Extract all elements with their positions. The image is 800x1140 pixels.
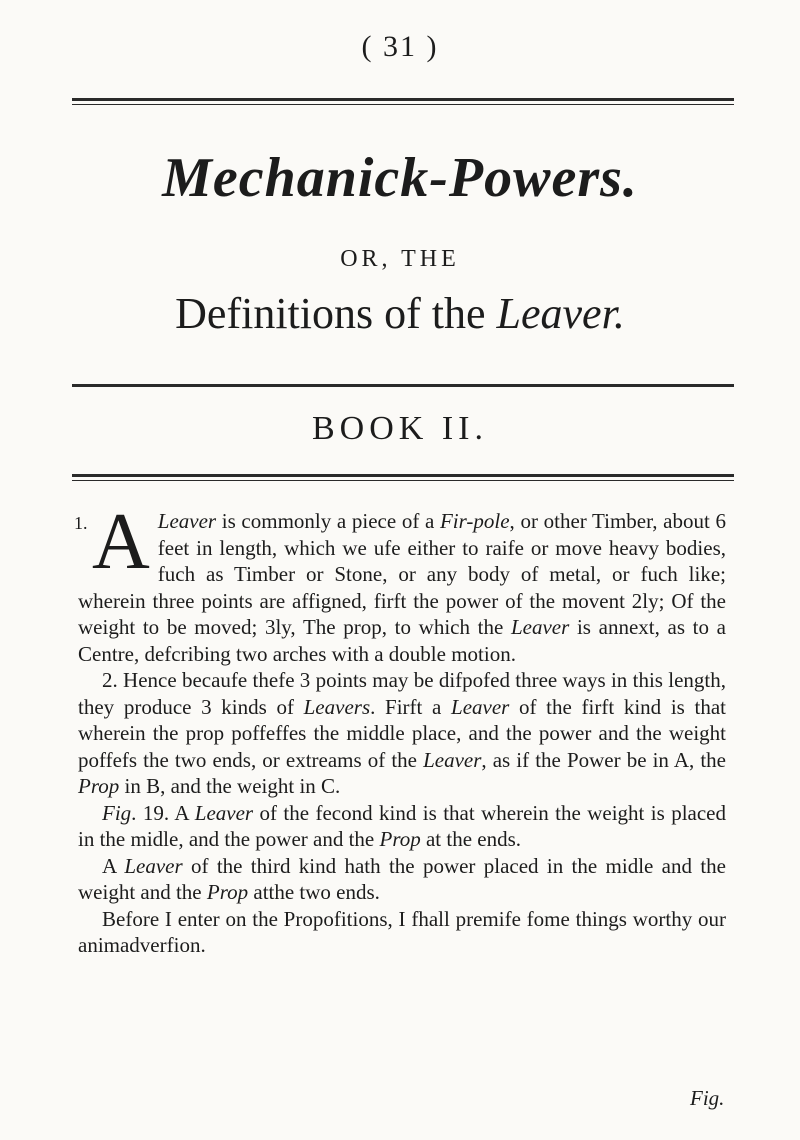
top-rule: [72, 98, 734, 101]
text-run: . Firft a: [370, 694, 452, 719]
lower-rule: [72, 474, 734, 477]
text-run: Leavers: [303, 694, 371, 719]
book-heading: BOOK II.: [312, 410, 488, 447]
paragraph-2: [78, 667, 726, 800]
lower-rule-thin: [72, 480, 734, 481]
subtitle-prefix: Definitions of the: [175, 289, 486, 338]
drop-cap: A: [92, 498, 150, 586]
paragraph-number: 1.: [74, 513, 88, 533]
text-run: , or other Timber, about 6 feet in length, which we ufe either to raife or move heavy bodies, fuch as Timber or Stone, or any body of metal, or fuch like; wherein three points are affigned, firft the power of the movent 2ly; Of the weight to be moved; 3ly, The prop, to which the: [78, 509, 726, 639]
paragraph-5: Before I enter on the Propofitions, I fhall premife fome things worthy our animadverfion.: [78, 906, 726, 957]
catchword: Fig.: [690, 1086, 725, 1110]
or-the-line: OR, THE: [340, 246, 460, 272]
text-run: Fir-pole: [439, 509, 510, 533]
mid-rule: [72, 384, 734, 387]
text-run: Prop: [206, 880, 249, 904]
text-run: 2. Hence becaufe thefe 3 points may be difpofed three ways in this length, they produce 3 kinds of: [78, 668, 726, 719]
paragraph-4: [78, 853, 726, 906]
text-run: of the firft kind is that wherein the prop poffeffes the middle place, and the power and the weight poffefs the two ends, or extreams of the: [78, 694, 726, 772]
text-run: Leaver: [451, 694, 510, 719]
text-run: of the third kind hath the power placed in the midle and the weight and the: [78, 853, 726, 904]
subtitle-italic: Leaver.: [496, 289, 625, 338]
text-run: . 19. A: [131, 800, 195, 825]
text-run: in B, and the weight in C.: [119, 774, 341, 798]
text-run: is annext, as to a Centre, defcribing two arches with a double motion.: [78, 615, 726, 666]
text-run: Leaver: [157, 509, 217, 533]
text-run: atthe two ends.: [248, 880, 380, 904]
text-run: Leaver: [510, 615, 570, 639]
text-run: , as if the Power be in A, the: [481, 747, 726, 772]
text-run: Leaver: [423, 747, 482, 772]
text-run: Prop: [379, 827, 421, 851]
top-rule-thin: [72, 104, 734, 105]
page-title: Mechanick-Powers.: [162, 147, 638, 209]
subtitle: [0, 288, 800, 339]
text-run: at the ends.: [420, 827, 522, 851]
paragraph-3: [78, 800, 726, 853]
body-text: [74, 498, 726, 959]
text-run: Fig: [102, 800, 132, 825]
text-run: Prop: [78, 774, 120, 798]
paragraph-1: [74, 498, 726, 667]
text-run: Leaver: [124, 853, 183, 878]
text-run: A: [102, 853, 125, 878]
text-run: of the fecond kind is that wherein the weight is placed in the midle, and the power and the: [78, 800, 726, 851]
text-run: Leaver: [194, 800, 254, 825]
page-number: ( 31 ): [361, 30, 439, 63]
text-run: is commonly a piece of a: [216, 509, 440, 533]
